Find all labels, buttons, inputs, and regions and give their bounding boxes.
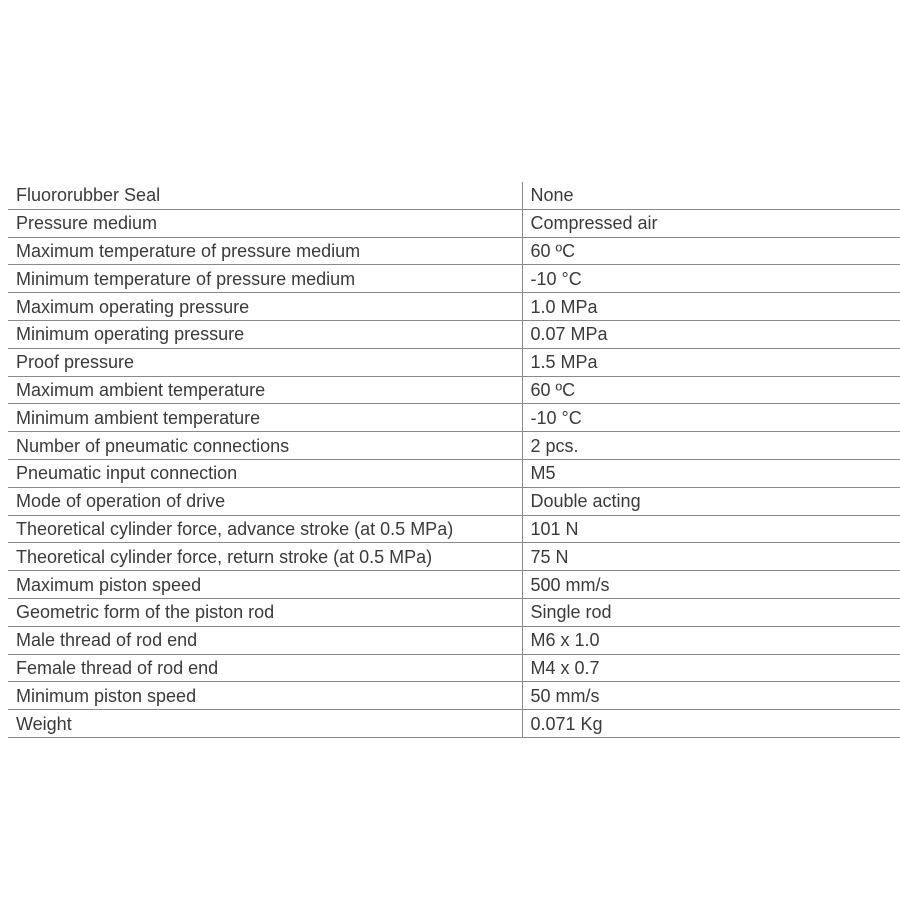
table-row <box>8 515 900 543</box>
spec-label: Male thread of rod end <box>8 626 522 654</box>
spec-value: 75 N <box>522 543 900 571</box>
table-row <box>8 320 900 348</box>
spec-label: Maximum temperature of pressure medium <box>8 237 522 265</box>
spec-value: M6 x 1.0 <box>522 626 900 654</box>
table-row <box>8 682 900 710</box>
spec-value: 2 pcs. <box>522 432 900 460</box>
table-row <box>8 487 900 515</box>
table-row <box>8 237 900 265</box>
spec-value: Single rod <box>522 598 900 626</box>
table-row <box>8 376 900 404</box>
spec-value: M5 <box>522 459 900 487</box>
spec-label: Weight <box>8 710 522 738</box>
table-row <box>8 265 900 293</box>
spec-label: Maximum ambient temperature <box>8 376 522 404</box>
table-row <box>8 654 900 682</box>
spec-label: Proof pressure <box>8 348 522 376</box>
table-row <box>8 182 900 209</box>
spec-label: Minimum ambient temperature <box>8 404 522 432</box>
spec-label: Fluororubber Seal <box>8 182 522 209</box>
spec-label: Theoretical cylinder force, advance stroke (at 0.5 MPa) <box>8 515 522 543</box>
spec-value: M4 x 0.7 <box>522 654 900 682</box>
table-row <box>8 626 900 654</box>
spec-label: Minimum piston speed <box>8 682 522 710</box>
spec-label: Minimum temperature of pressure medium <box>8 265 522 293</box>
spec-label: Theoretical cylinder force, return stroke (at 0.5 MPa) <box>8 543 522 571</box>
table-row <box>8 348 900 376</box>
spec-value: -10 °C <box>522 265 900 293</box>
table-row <box>8 543 900 571</box>
spec-table-body <box>8 182 900 737</box>
spec-label: Number of pneumatic connections <box>8 432 522 460</box>
spec-label: Mode of operation of drive <box>8 487 522 515</box>
spec-value: 0.071 Kg <box>522 710 900 738</box>
spec-value: Compressed air <box>522 209 900 237</box>
table-row <box>8 432 900 460</box>
spec-value: 50 mm/s <box>522 682 900 710</box>
spec-label: Pneumatic input connection <box>8 459 522 487</box>
table-row <box>8 459 900 487</box>
spec-value: 1.5 MPa <box>522 348 900 376</box>
spec-label: Maximum piston speed <box>8 571 522 599</box>
spec-label: Maximum operating pressure <box>8 293 522 321</box>
table-row <box>8 598 900 626</box>
spec-value: 60 ºC <box>522 376 900 404</box>
spec-value: 0.07 MPa <box>522 320 900 348</box>
spec-label: Geometric form of the piston rod <box>8 598 522 626</box>
table-row <box>8 571 900 599</box>
table-row <box>8 404 900 432</box>
spec-table <box>8 182 900 738</box>
spec-value: 1.0 MPa <box>522 293 900 321</box>
table-row <box>8 293 900 321</box>
spec-value: 101 N <box>522 515 900 543</box>
spec-label: Female thread of rod end <box>8 654 522 682</box>
spec-value: None <box>522 182 900 209</box>
table-row <box>8 710 900 738</box>
spec-value: 500 mm/s <box>522 571 900 599</box>
spec-label: Minimum operating pressure <box>8 320 522 348</box>
spec-label: Pressure medium <box>8 209 522 237</box>
spec-value: Double acting <box>522 487 900 515</box>
spec-value: -10 °C <box>522 404 900 432</box>
spec-value: 60 ºC <box>522 237 900 265</box>
table-row <box>8 209 900 237</box>
